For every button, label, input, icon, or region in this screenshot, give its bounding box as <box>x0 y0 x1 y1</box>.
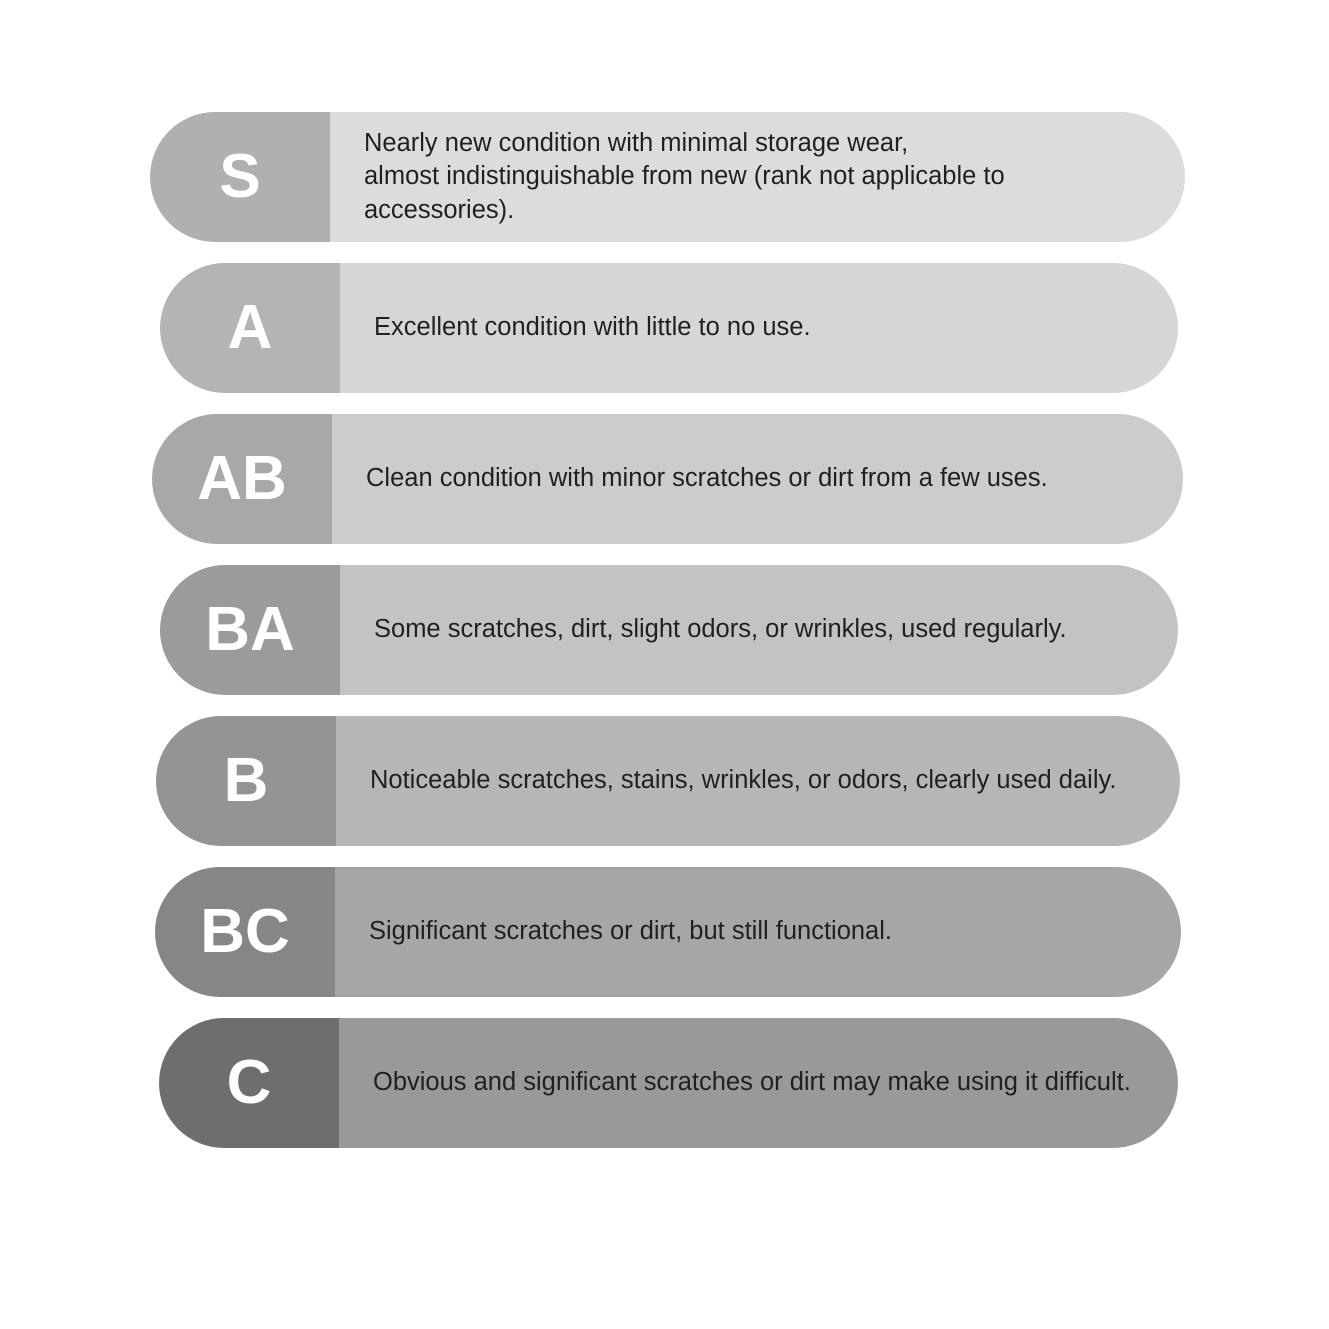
grade-description-line: Clean condition with minor scratches or dirt from a few uses. <box>366 464 1048 493</box>
grade-row <box>160 565 1178 695</box>
grade-description-line: Excellent condition with little to no use. <box>374 313 811 342</box>
grade-badge: BC <box>155 867 335 997</box>
grade-description-text <box>373 1066 1131 1100</box>
grade-badge: BA <box>160 565 340 695</box>
grade-row <box>150 112 1185 242</box>
grade-description-line: Nearly new condition with minimal storage wear, <box>364 128 909 157</box>
grade-row <box>160 263 1178 393</box>
grade-row <box>152 414 1183 544</box>
grade-badge: B <box>156 716 336 846</box>
grade-description-text <box>364 127 1157 228</box>
grade-description <box>335 867 1181 997</box>
grade-description-text <box>374 613 1067 647</box>
grade-row <box>155 867 1181 997</box>
grade-description-text <box>369 915 892 949</box>
grade-description-line: Obvious and significant scratches or dirt may make using it difficult. <box>373 1068 1131 1097</box>
grade-description-text <box>370 764 1116 798</box>
grade-description-line: Some scratches, dirt, slight odors, or wrinkles, used regularly. <box>374 615 1067 644</box>
grade-description-line: Significant scratches or dirt, but still functional. <box>369 917 892 946</box>
grade-badge: C <box>159 1018 339 1148</box>
grade-description <box>340 263 1178 393</box>
grade-badge: S <box>150 112 330 242</box>
grade-badge: AB <box>152 414 332 544</box>
grade-row <box>159 1018 1178 1148</box>
grade-description-text <box>374 311 811 345</box>
grade-description-line: Noticeable scratches, stains, wrinkles, or odors, clearly used daily. <box>370 766 1117 795</box>
grade-description <box>339 1018 1178 1148</box>
grade-description-text <box>366 462 1048 496</box>
grade-badge: A <box>160 263 340 393</box>
grade-description <box>340 565 1178 695</box>
grade-description <box>330 112 1185 242</box>
grade-description <box>336 716 1180 846</box>
grade-row <box>156 716 1180 846</box>
grade-description <box>332 414 1183 544</box>
grade-description-line: almost indistinguishable from new (rank not applicable to accessories). <box>364 162 1005 224</box>
